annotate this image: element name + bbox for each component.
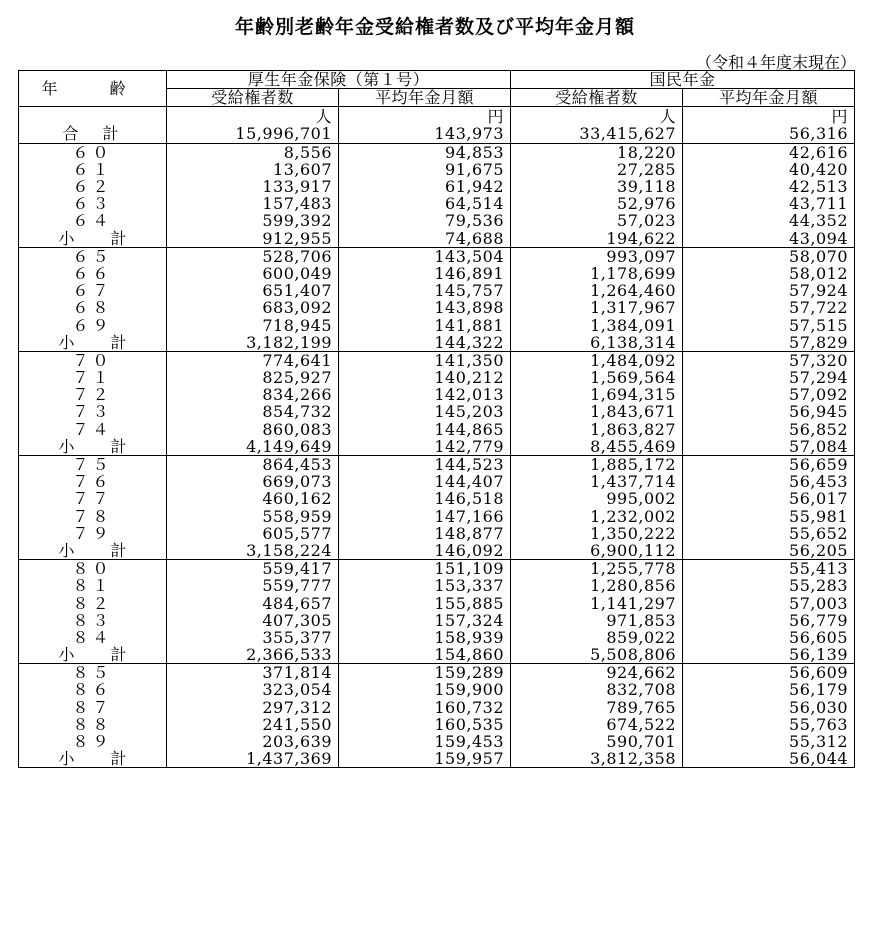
value-cell: 55,283 — [683, 577, 855, 594]
subtotal-label-cell — [19, 542, 167, 560]
subtotal-label: 小計 — [58, 540, 127, 560]
subtotal-value: 56,044 — [683, 750, 855, 768]
value-cell: 141,881 — [339, 316, 511, 333]
subtotal-value: 194,622 — [511, 230, 683, 248]
subtotal-value: 43,094 — [683, 230, 855, 248]
value-cell: 860,083 — [167, 421, 339, 438]
value-cell: 133,917 — [167, 178, 339, 195]
value-cell: 854,732 — [167, 403, 339, 420]
value-cell: 558,959 — [167, 508, 339, 525]
table-row — [19, 560, 855, 578]
value-cell: 58,012 — [683, 265, 855, 282]
age-cell: ６０ — [19, 143, 167, 161]
value-cell: 825,927 — [167, 369, 339, 386]
subtotal-value: 912,955 — [167, 230, 339, 248]
subtotal-value: 146,092 — [339, 542, 511, 560]
value-cell: 57,515 — [683, 316, 855, 333]
age-cell: ８７ — [19, 699, 167, 716]
subtotal-value: 159,957 — [339, 750, 511, 768]
age-cell: ８８ — [19, 716, 167, 733]
table-row — [19, 716, 855, 733]
value-cell: 57,722 — [683, 299, 855, 316]
subtotal-value: 6,900,112 — [511, 542, 683, 560]
value-cell: 1,317,967 — [511, 299, 683, 316]
total-value: 33,415,627 — [511, 125, 683, 143]
value-cell: 203,639 — [167, 733, 339, 750]
table-row — [19, 612, 855, 629]
subtotal-value: 3,812,358 — [511, 750, 683, 768]
age-cell: ６１ — [19, 161, 167, 178]
age-cell: ８３ — [19, 612, 167, 629]
age-cell: ８６ — [19, 681, 167, 698]
subtotal-row — [19, 646, 855, 664]
subtotal-value: 56,139 — [683, 646, 855, 664]
kokumin-average-header: 平均年金月額 — [683, 89, 855, 107]
age-cell: ６６ — [19, 265, 167, 282]
kosei-header: 厚生年金保険（第１号） — [167, 71, 511, 89]
value-cell: 674,522 — [511, 716, 683, 733]
value-cell: 1,232,002 — [511, 508, 683, 525]
age-cell: ８０ — [19, 560, 167, 578]
value-cell: 39,118 — [511, 178, 683, 195]
age-cell: ８５ — [19, 664, 167, 682]
value-cell: 56,605 — [683, 629, 855, 646]
age-cell: ７４ — [19, 421, 167, 438]
table-row — [19, 629, 855, 646]
table-row — [19, 143, 855, 161]
value-cell: 155,885 — [339, 594, 511, 611]
value-cell: 160,535 — [339, 716, 511, 733]
value-cell: 669,073 — [167, 473, 339, 490]
value-cell: 971,853 — [511, 612, 683, 629]
value-cell: 590,701 — [511, 733, 683, 750]
table-row — [19, 508, 855, 525]
value-cell: 40,420 — [683, 161, 855, 178]
value-cell: 91,675 — [339, 161, 511, 178]
subtotal-value: 4,149,649 — [167, 438, 339, 456]
value-cell: 56,017 — [683, 490, 855, 507]
value-cell: 146,891 — [339, 265, 511, 282]
table-row — [19, 369, 855, 386]
table-row — [19, 577, 855, 594]
value-cell: 61,942 — [339, 178, 511, 195]
value-cell: 484,657 — [167, 594, 339, 611]
value-cell: 600,049 — [167, 265, 339, 282]
age-cell: ６７ — [19, 282, 167, 299]
table-row — [19, 594, 855, 611]
table-row — [19, 212, 855, 229]
subtotal-row — [19, 750, 855, 768]
value-cell: 995,002 — [511, 490, 683, 507]
age-cell: ６２ — [19, 178, 167, 195]
subtotal-label: 小計 — [58, 645, 127, 665]
value-cell: 160,732 — [339, 699, 511, 716]
value-cell: 789,765 — [511, 699, 683, 716]
value-cell: 1,350,222 — [511, 525, 683, 542]
subtotal-value: 8,455,469 — [511, 438, 683, 456]
table-row — [19, 455, 855, 473]
unit-row — [19, 107, 855, 126]
subtotal-label: 小計 — [58, 332, 127, 352]
subtotal-label: 小計 — [58, 436, 127, 456]
table-row — [19, 699, 855, 716]
value-cell: 832,708 — [511, 681, 683, 698]
total-label: 合 計 — [19, 125, 167, 143]
value-cell: 147,166 — [339, 508, 511, 525]
subtotal-value: 56,205 — [683, 542, 855, 560]
table-row — [19, 316, 855, 333]
value-cell: 44,352 — [683, 212, 855, 229]
value-cell: 323,054 — [167, 681, 339, 698]
age-cell: ７３ — [19, 403, 167, 420]
unit-person: 人 — [167, 107, 339, 126]
total-value: 56,316 — [683, 125, 855, 143]
value-cell: 559,417 — [167, 560, 339, 578]
value-cell: 924,662 — [511, 664, 683, 682]
value-cell: 159,289 — [339, 664, 511, 682]
total-row — [19, 125, 855, 143]
subtotal-label-cell — [19, 334, 167, 352]
value-cell: 1,885,172 — [511, 455, 683, 473]
age-cell: ７７ — [19, 490, 167, 507]
subtotal-label-cell — [19, 750, 167, 768]
value-cell: 57,023 — [511, 212, 683, 229]
value-cell: 141,350 — [339, 351, 511, 369]
table-row — [19, 178, 855, 195]
value-cell: 1,694,315 — [511, 386, 683, 403]
age-cell: ８２ — [19, 594, 167, 611]
value-cell: 834,266 — [167, 386, 339, 403]
value-cell: 56,779 — [683, 612, 855, 629]
unit-yen: 円 — [683, 107, 855, 126]
value-cell: 144,407 — [339, 473, 511, 490]
subtotal-row — [19, 334, 855, 352]
subtotal-label-cell — [19, 230, 167, 248]
kokumin-recipients-header: 受給権者数 — [511, 89, 683, 107]
table-row — [19, 247, 855, 265]
value-cell: 18,220 — [511, 143, 683, 161]
value-cell: 1,264,460 — [511, 282, 683, 299]
table-row — [19, 195, 855, 212]
value-cell: 718,945 — [167, 316, 339, 333]
table-row — [19, 351, 855, 369]
value-cell: 355,377 — [167, 629, 339, 646]
value-cell: 371,814 — [167, 664, 339, 682]
table-row — [19, 265, 855, 282]
value-cell: 145,203 — [339, 403, 511, 420]
value-cell: 144,865 — [339, 421, 511, 438]
value-cell: 57,092 — [683, 386, 855, 403]
age-cell: ７９ — [19, 525, 167, 542]
subtotal-value: 3,158,224 — [167, 542, 339, 560]
pension-table — [18, 70, 855, 768]
value-cell: 153,337 — [339, 577, 511, 594]
subtotal-value: 57,084 — [683, 438, 855, 456]
subtotal-value: 6,138,314 — [511, 334, 683, 352]
subtotal-row — [19, 230, 855, 248]
value-cell: 56,945 — [683, 403, 855, 420]
value-cell: 43,711 — [683, 195, 855, 212]
value-cell: 1,255,778 — [511, 560, 683, 578]
age-cell: ７６ — [19, 473, 167, 490]
value-cell: 64,514 — [339, 195, 511, 212]
value-cell: 1,437,714 — [511, 473, 683, 490]
subtotal-value: 3,182,199 — [167, 334, 339, 352]
value-cell: 683,092 — [167, 299, 339, 316]
value-cell: 94,853 — [339, 143, 511, 161]
age-cell: ８４ — [19, 629, 167, 646]
subtotal-label-cell — [19, 646, 167, 664]
value-cell: 27,285 — [511, 161, 683, 178]
kosei-recipients-header: 受給権者数 — [167, 89, 339, 107]
value-cell: 774,641 — [167, 351, 339, 369]
value-cell: 599,392 — [167, 212, 339, 229]
page-title: 年齢別老齢年金受給権者数及び平均年金月額 — [234, 16, 635, 38]
value-cell: 864,453 — [167, 455, 339, 473]
value-cell: 56,659 — [683, 455, 855, 473]
table-row — [19, 386, 855, 403]
value-cell: 56,852 — [683, 421, 855, 438]
value-cell: 42,513 — [683, 178, 855, 195]
table-row — [19, 282, 855, 299]
value-cell: 605,577 — [167, 525, 339, 542]
value-cell: 140,212 — [339, 369, 511, 386]
value-cell: 56,609 — [683, 664, 855, 682]
value-cell: 148,877 — [339, 525, 511, 542]
value-cell: 407,305 — [167, 612, 339, 629]
value-cell: 57,924 — [683, 282, 855, 299]
value-cell: 1,484,092 — [511, 351, 683, 369]
value-cell: 13,607 — [167, 161, 339, 178]
table-row — [19, 473, 855, 490]
subtotal-value: 74,688 — [339, 230, 511, 248]
total-value: 143,973 — [339, 125, 511, 143]
age-cell: ７２ — [19, 386, 167, 403]
value-cell: 56,179 — [683, 681, 855, 698]
table-row — [19, 525, 855, 542]
value-cell: 55,312 — [683, 733, 855, 750]
table-header — [19, 71, 855, 107]
value-cell: 142,013 — [339, 386, 511, 403]
value-cell: 58,070 — [683, 247, 855, 265]
subtotal-value: 142,779 — [339, 438, 511, 456]
value-cell: 8,556 — [167, 143, 339, 161]
age-cell: ８９ — [19, 733, 167, 750]
value-cell: 1,280,856 — [511, 577, 683, 594]
subtotal-label: 小計 — [58, 228, 127, 248]
value-cell: 297,312 — [167, 699, 339, 716]
subtotal-value: 2,366,533 — [167, 646, 339, 664]
value-cell: 143,504 — [339, 247, 511, 265]
table-body — [19, 107, 855, 768]
value-cell: 56,453 — [683, 473, 855, 490]
value-cell: 1,141,297 — [511, 594, 683, 611]
age-cell: ６８ — [19, 299, 167, 316]
subtotal-row — [19, 438, 855, 456]
age-cell: ７８ — [19, 508, 167, 525]
value-cell: 1,569,564 — [511, 369, 683, 386]
kokumin-header: 国民年金 — [511, 71, 855, 89]
value-cell: 55,981 — [683, 508, 855, 525]
value-cell: 460,162 — [167, 490, 339, 507]
value-cell: 55,652 — [683, 525, 855, 542]
value-cell: 79,536 — [339, 212, 511, 229]
value-cell: 241,550 — [167, 716, 339, 733]
subtotal-value: 154,860 — [339, 646, 511, 664]
value-cell: 57,294 — [683, 369, 855, 386]
value-cell: 157,483 — [167, 195, 339, 212]
value-cell: 55,763 — [683, 716, 855, 733]
subtotal-value: 144,322 — [339, 334, 511, 352]
table-row — [19, 421, 855, 438]
table-row — [19, 664, 855, 682]
value-cell: 144,523 — [339, 455, 511, 473]
subtotal-label-cell — [19, 438, 167, 456]
value-cell: 159,453 — [339, 733, 511, 750]
value-cell: 1,863,827 — [511, 421, 683, 438]
kosei-average-header: 平均年金月額 — [339, 89, 511, 107]
subtotal-value: 57,829 — [683, 334, 855, 352]
value-cell: 859,022 — [511, 629, 683, 646]
value-cell: 42,616 — [683, 143, 855, 161]
value-cell: 1,178,699 — [511, 265, 683, 282]
value-cell: 143,898 — [339, 299, 511, 316]
value-cell: 158,939 — [339, 629, 511, 646]
value-cell: 146,518 — [339, 490, 511, 507]
value-cell: 651,407 — [167, 282, 339, 299]
table-row — [19, 490, 855, 507]
subtotal-value: 5,508,806 — [511, 646, 683, 664]
age-cell: ８１ — [19, 577, 167, 594]
age-cell: ７０ — [19, 351, 167, 369]
value-cell: 559,777 — [167, 577, 339, 594]
table-row — [19, 299, 855, 316]
age-column-header: 年 齢 — [19, 71, 167, 107]
age-cell: ７５ — [19, 455, 167, 473]
value-cell: 52,976 — [511, 195, 683, 212]
age-cell: ６４ — [19, 212, 167, 229]
unit-cell — [19, 107, 167, 126]
value-cell: 55,413 — [683, 560, 855, 578]
age-cell: ６９ — [19, 316, 167, 333]
unit-yen: 円 — [339, 107, 511, 126]
value-cell: 57,003 — [683, 594, 855, 611]
age-cell: ７１ — [19, 369, 167, 386]
subtotal-label: 小計 — [58, 749, 127, 769]
value-cell: 145,757 — [339, 282, 511, 299]
value-cell: 157,324 — [339, 612, 511, 629]
total-value: 15,996,701 — [167, 125, 339, 143]
subtotal-value: 1,437,369 — [167, 750, 339, 768]
value-cell: 993,097 — [511, 247, 683, 265]
table-row — [19, 733, 855, 750]
value-cell: 56,030 — [683, 699, 855, 716]
value-cell: 1,384,091 — [511, 316, 683, 333]
unit-person: 人 — [511, 107, 683, 126]
value-cell: 57,320 — [683, 351, 855, 369]
table-row — [19, 403, 855, 420]
date-note: （令和４年度末現在） — [695, 53, 856, 72]
age-cell: ６３ — [19, 195, 167, 212]
value-cell: 151,109 — [339, 560, 511, 578]
table-row — [19, 681, 855, 698]
value-cell: 159,900 — [339, 681, 511, 698]
subtotal-row — [19, 542, 855, 560]
value-cell: 1,843,671 — [511, 403, 683, 420]
age-cell: ６５ — [19, 247, 167, 265]
table-row — [19, 161, 855, 178]
value-cell: 528,706 — [167, 247, 339, 265]
